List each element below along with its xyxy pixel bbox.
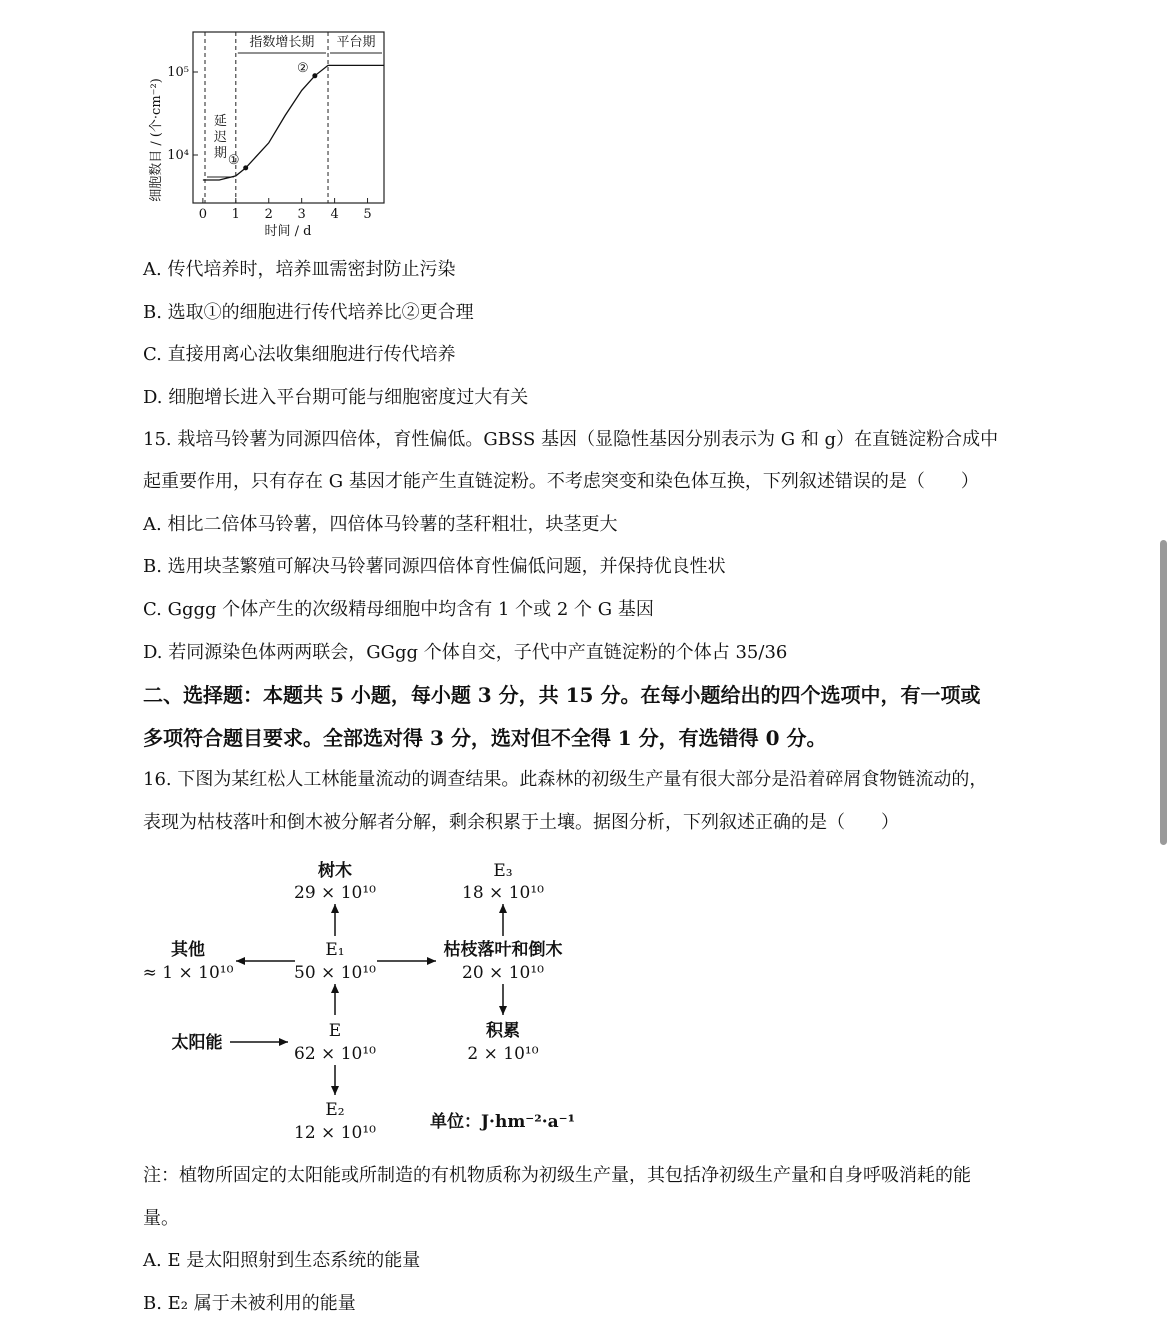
curve-point-2 bbox=[312, 73, 317, 78]
node-e-label: E bbox=[328, 1021, 342, 1041]
q15-option-d: D. 若同源染色体两两联会，GGgg 个体自交，子代中产直链淀粉的个体占 35/36 bbox=[143, 642, 788, 663]
node-tree-value: 29 × 10¹⁰ bbox=[294, 883, 376, 903]
phase-label-lag: 期 bbox=[213, 146, 227, 161]
node-e3-value: 18 × 10¹⁰ bbox=[462, 883, 544, 903]
growth-curve-chart bbox=[140, 25, 400, 245]
x-axis-label: 时间 / d bbox=[264, 224, 312, 239]
node-e2-label: E₂ bbox=[325, 1100, 345, 1120]
node-other-label: 其他 bbox=[171, 940, 205, 960]
q16-stem-line2: 表现为枯枝落叶和倒木被分解者分解，剩余积累于土壤。据图分析，下列叙述正确的是（ ） bbox=[143, 812, 899, 833]
x-tick-label: 3 bbox=[297, 207, 306, 222]
phase-label-plateau: 平台期 bbox=[336, 35, 376, 50]
section2-heading-line1: 二、选择题：本题共 5 小题，每小题 3 分，共 15 分。在每小题给出的四个选项中，有一项或 bbox=[143, 683, 981, 707]
section2-heading-line2: 多项符合题目要求。全部选对得 3 分，选对但不全得 1 分，有选错得 0 分。 bbox=[143, 726, 827, 750]
q14-option-d: D. 细胞增长进入平台期可能与细胞密度过大有关 bbox=[143, 387, 529, 408]
y-tick-label: 10⁵ bbox=[167, 65, 189, 80]
x-tick-label: 5 bbox=[363, 207, 372, 222]
q15-option-c: C. Gggg 个体产生的次级精母细胞中均含有 1 个或 2 个 G 基因 bbox=[143, 599, 654, 620]
node-e3-label: E₃ bbox=[493, 861, 513, 881]
node-litter-label: 枯枝落叶和倒木 bbox=[443, 940, 563, 960]
node-tree-label: 树木 bbox=[318, 861, 352, 881]
q15-stem-line2: 起重要作用，只有存在 G 基因才能产生直链淀粉。不考虑突变和染色体互换，下列叙述错误的是（ ） bbox=[143, 471, 979, 492]
q14-option-c: C. 直接用离心法收集细胞进行传代培养 bbox=[143, 344, 456, 365]
node-e1-label: E₁ bbox=[325, 940, 345, 960]
page-scrollbar[interactable] bbox=[1156, 0, 1170, 1330]
phase-label-lag: 延 bbox=[213, 114, 227, 129]
node-e1-value: 50 × 10¹⁰ bbox=[294, 963, 376, 983]
scrollbar-thumb[interactable] bbox=[1160, 540, 1167, 845]
note-line2: 量。 bbox=[143, 1208, 179, 1229]
x-tick-label: 1 bbox=[231, 207, 240, 222]
q16-stem-line1: 16. 下图为某红松人工林能量流动的调查结果。此森林的初级生产量有很大部分是沿着碎屑食物链流动的， bbox=[143, 769, 988, 790]
q15-option-a: A. 相比二倍体马铃薯，四倍体马铃薯的茎秆粗壮，块茎更大 bbox=[143, 514, 618, 535]
q14-option-b: B. 选取①的细胞进行传代培养比②更合理 bbox=[143, 302, 474, 323]
q16-option-a: A. E 是太阳照射到生态系统的能量 bbox=[143, 1250, 421, 1271]
unit-label: 单位：J·hm⁻²·a⁻¹ bbox=[430, 1112, 576, 1132]
x-tick-label: 0 bbox=[198, 207, 208, 222]
phase-label-lag: 迟 bbox=[213, 130, 227, 145]
y-axis-label: 细胞数目 / (个·cm⁻²) bbox=[149, 78, 164, 202]
q15-option-b: B. 选用块茎繁殖可解决马铃薯同源四倍体育性偏低问题，并保持优良性状 bbox=[143, 556, 726, 577]
node-litter-value: 20 × 10¹⁰ bbox=[462, 963, 544, 983]
node-sun-label: 太阳能 bbox=[171, 1033, 223, 1053]
energy-flow-diagram bbox=[140, 850, 600, 1150]
node-accum-value: 2 × 10¹⁰ bbox=[467, 1044, 539, 1064]
q16-option-b: B. E₂ 属于未被利用的能量 bbox=[143, 1293, 356, 1314]
x-tick-label: 4 bbox=[330, 207, 339, 222]
curve-point-label-1: ① bbox=[227, 152, 240, 168]
node-accum-label: 积累 bbox=[486, 1021, 520, 1041]
node-e2-value: 12 × 10¹⁰ bbox=[294, 1123, 376, 1143]
phase-label-exponential: 指数增长期 bbox=[249, 35, 315, 50]
x-tick-label: 2 bbox=[264, 207, 273, 222]
y-tick-label: 10⁴ bbox=[167, 148, 189, 163]
node-other-value: ≈ 1 × 10¹⁰ bbox=[142, 963, 234, 983]
node-e-value: 62 × 10¹⁰ bbox=[294, 1044, 376, 1064]
curve-point-label-2: ② bbox=[297, 60, 309, 76]
curve-point-1 bbox=[243, 165, 248, 170]
q15-stem-line1: 15. 栽培马铃薯为同源四倍体，育性偏低。GBSS 基因（显隐性基因分别表示为 G 和 g）在直链淀粉合成中 bbox=[143, 429, 999, 450]
q14-option-a: A. 传代培养时，培养皿需密封防止污染 bbox=[143, 259, 456, 280]
note-line1: 注：植物所固定的太阳能或所制造的有机物质称为初级生产量，其包括净初级生产量和自身呼吸消耗的能 bbox=[143, 1165, 971, 1186]
